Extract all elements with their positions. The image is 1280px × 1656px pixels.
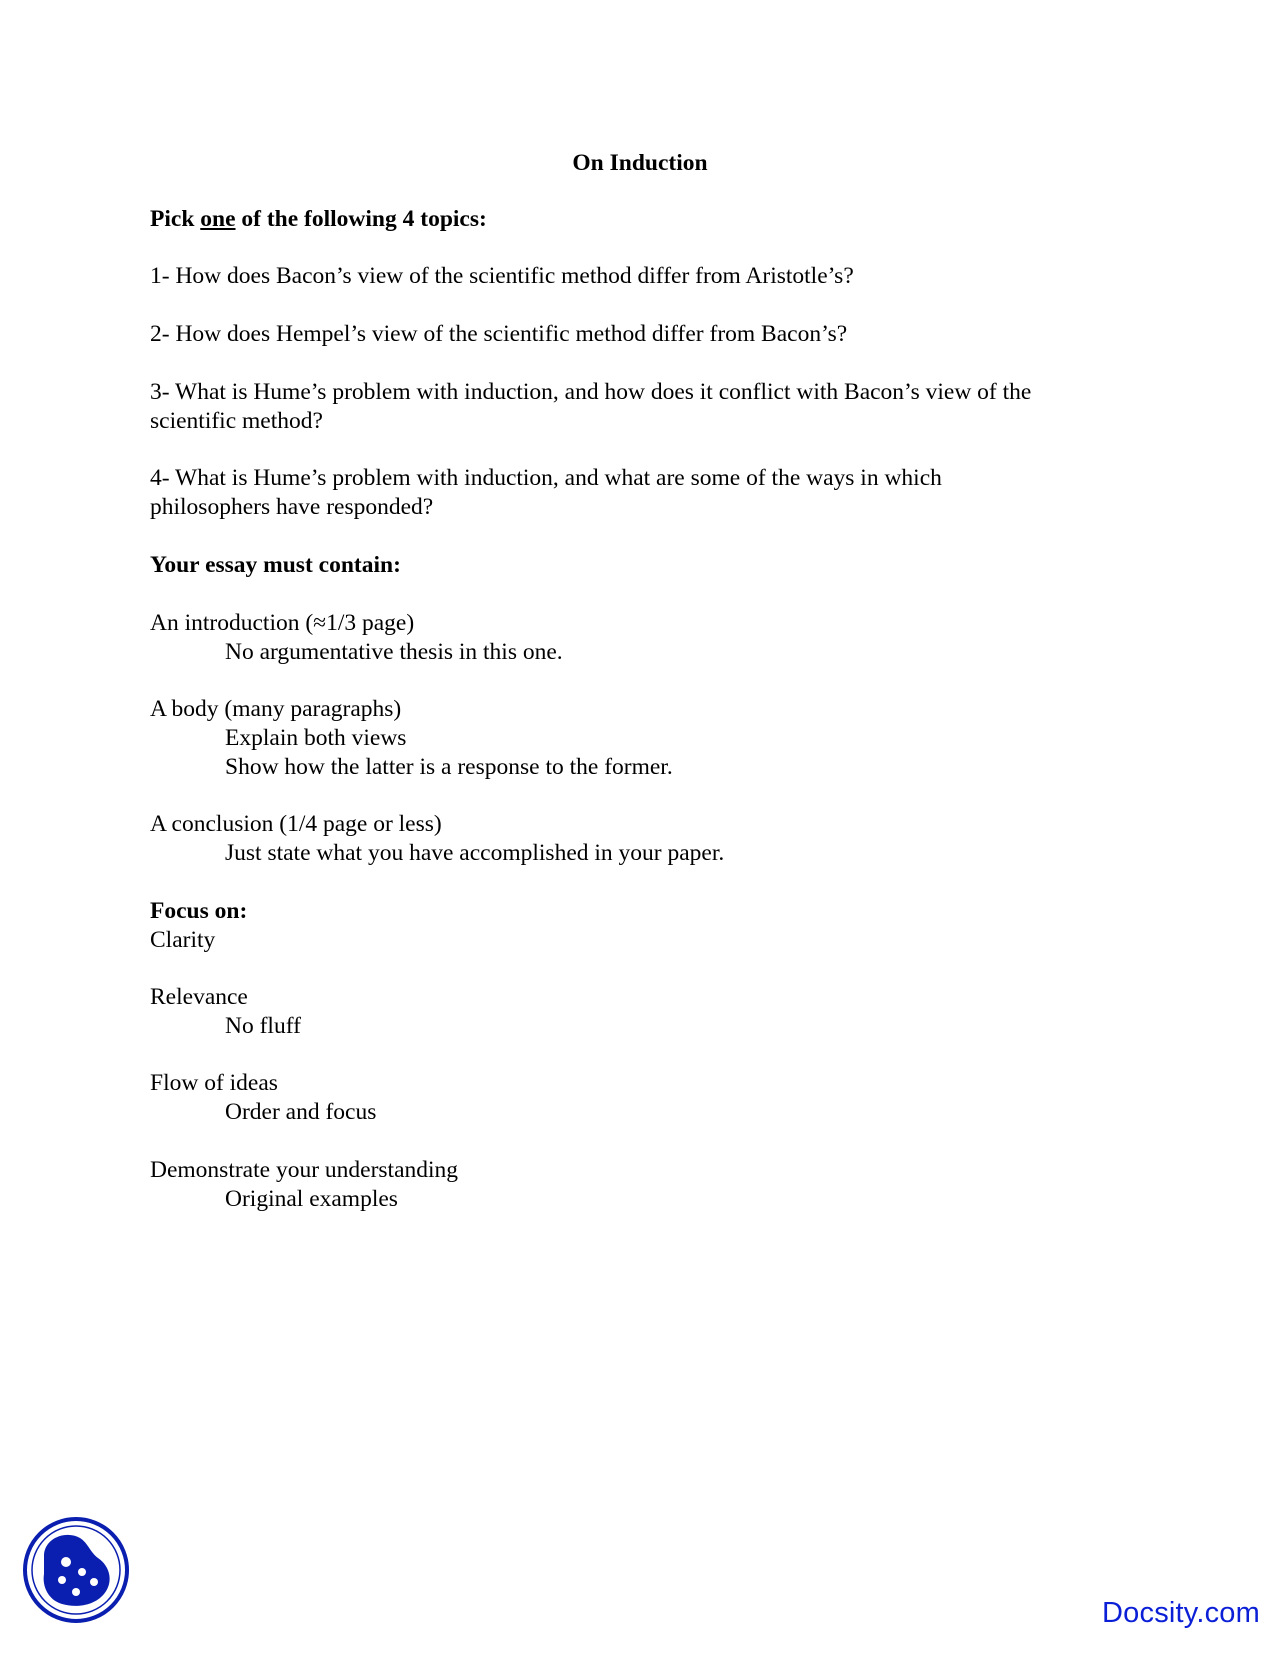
focus-item-note: No fluff	[225, 1013, 301, 1039]
focus-item-flow: Flow of ideas	[150, 1070, 278, 1096]
topic-3-line-2: scientific method?	[150, 408, 323, 434]
focus-item-clarity: Clarity	[150, 927, 216, 953]
topic-4-line-1: 4- What is Hume’s problem with induction, and what are some of the ways in which	[150, 465, 942, 491]
instruction-suffix: of the following 4 topics:	[235, 206, 487, 232]
essay-part-body: A body (many paragraphs)	[150, 696, 402, 722]
focus-item-note: Original examples	[225, 1186, 398, 1212]
focus-item-note: Order and focus	[225, 1099, 377, 1125]
docsity-brand-link[interactable]: Docsity.com	[1102, 1597, 1260, 1629]
instruction-emphasis: one	[200, 206, 236, 232]
focus-item-relevance: Relevance	[150, 984, 248, 1010]
essay-part-note: Just state what you have accomplished in your paper.	[225, 840, 725, 866]
essay-part-conclusion: A conclusion (1/4 page or less)	[150, 811, 442, 837]
topic-3-line-1: 3- What is Hume’s problem with induction, and how does it conflict with Bacon’s view of the	[150, 379, 1032, 405]
essay-heading: Your essay must contain:	[150, 552, 401, 578]
instruction-prefix: Pick	[150, 206, 201, 232]
topic-4-line-2: philosophers have responded?	[150, 494, 434, 520]
essay-part-introduction: An introduction (≈1/3 page)	[150, 610, 415, 636]
topic-1: 1- How does Bacon’s view of the scientific method differ from Aristotle’s?	[150, 263, 854, 289]
docsity-logo-icon	[22, 1516, 130, 1624]
topic-2: 2- How does Hempel’s view of the scientific method differ from Bacon’s?	[150, 321, 848, 347]
focus-heading: Focus on:	[150, 898, 248, 924]
essay-part-note: Explain both views	[225, 725, 407, 751]
essay-part-note: Show how the latter is a response to the former.	[225, 754, 673, 780]
focus-item-understanding: Demonstrate your understanding	[150, 1157, 459, 1183]
document-title: On Induction	[572, 150, 708, 176]
topic-instruction	[150, 205, 487, 234]
essay-part-note: No argumentative thesis in this one.	[225, 639, 563, 665]
